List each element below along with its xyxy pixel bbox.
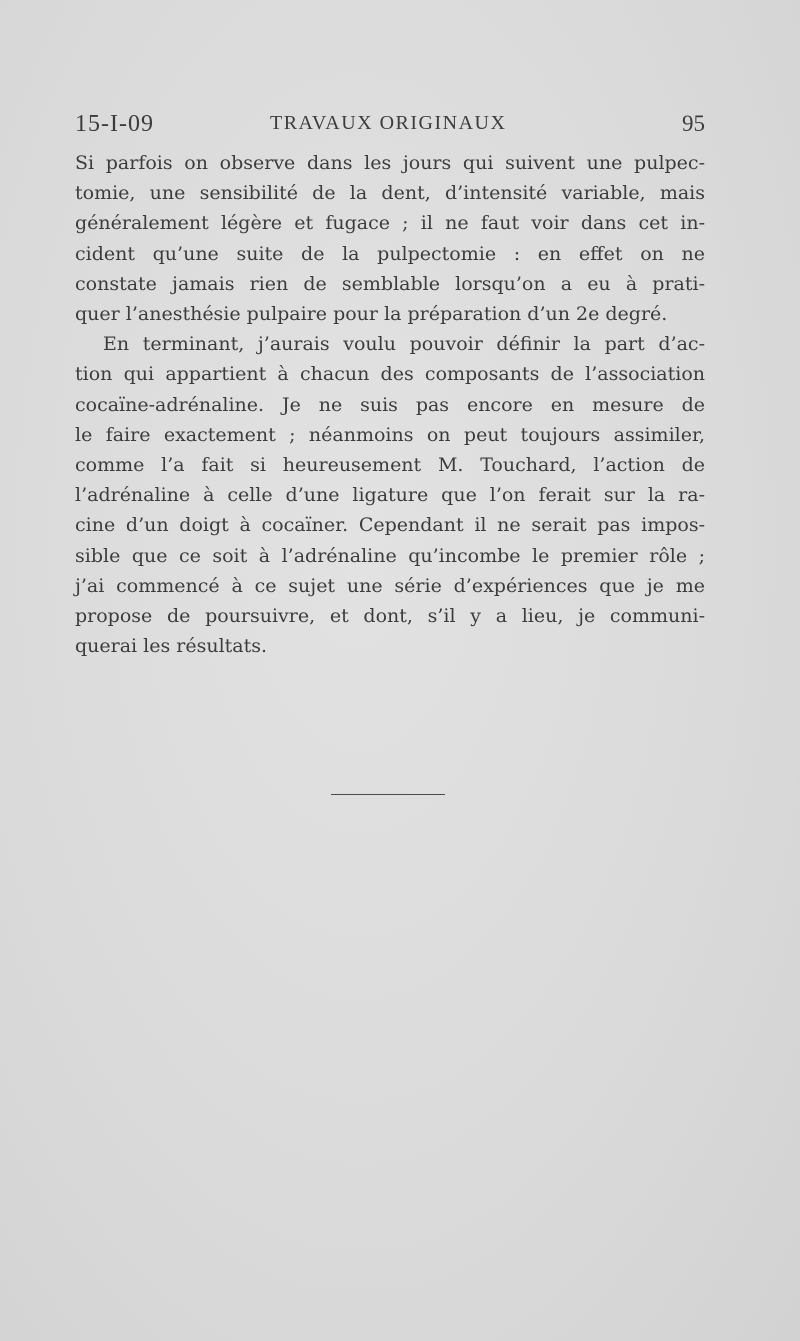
running-header — [75, 111, 705, 141]
text-line: comme l’a fait si heureusement M. Touchard, l’action de — [75, 454, 705, 477]
paragraph — [75, 148, 705, 329]
text-line: généralement légère et fugace ; il ne faut voir dans cet in- — [75, 212, 705, 235]
text-line: querai les résultats. — [75, 635, 268, 658]
text-line: Si parfois on observe dans les jours qui suivent une pulpec- — [75, 152, 705, 174]
text-line: constate jamais rien de semblable lorsqu’on a eu à prati- — [75, 272, 705, 295]
text-line: propose de poursuivre, et dont, s’il y a lieu, je communi- — [75, 605, 705, 628]
article-body — [75, 148, 705, 661]
text-line: l’adrénaline à celle d’une ligature que l’on ferait sur la ra- — [75, 484, 705, 507]
header-section-title: TRAVAUX ORIGINAUX — [270, 112, 507, 134]
text-line: cocaïne-adrénaline. Je ne suis pas encore en mesure de — [75, 393, 705, 416]
text-line: cident qu’une suite de la pulpectomie : en effet on ne — [75, 242, 705, 265]
text-line: quer l’anesthésie pulpaire pour la préparation d’un 2e degré. — [75, 303, 668, 326]
paragraph — [75, 329, 705, 661]
header-date: 15-I-09 — [75, 111, 154, 137]
text-line: cine d’un doigt à cocaïner. Cependant il ne serait pas impos- — [75, 514, 705, 537]
text-line: le faire exactement ; néanmoins on peut toujours assimiler, — [75, 423, 705, 446]
text-line: tion qui appartient à chacun des composants de l’association — [75, 363, 705, 386]
text-line: tomie, une sensibilité de la dent, d’intensité variable, mais — [75, 182, 705, 205]
text-line: j’ai commencé à ce sujet une série d’expériences que je me — [75, 574, 705, 597]
end-rule — [331, 794, 445, 795]
text-line: sible que ce soit à l’adrénaline qu’incombe le premier rôle ; — [75, 544, 705, 567]
text-line: En terminant, j’aurais voulu pouvoir définir la part d’ac- — [103, 333, 705, 356]
page-number: 95 — [682, 111, 705, 136]
